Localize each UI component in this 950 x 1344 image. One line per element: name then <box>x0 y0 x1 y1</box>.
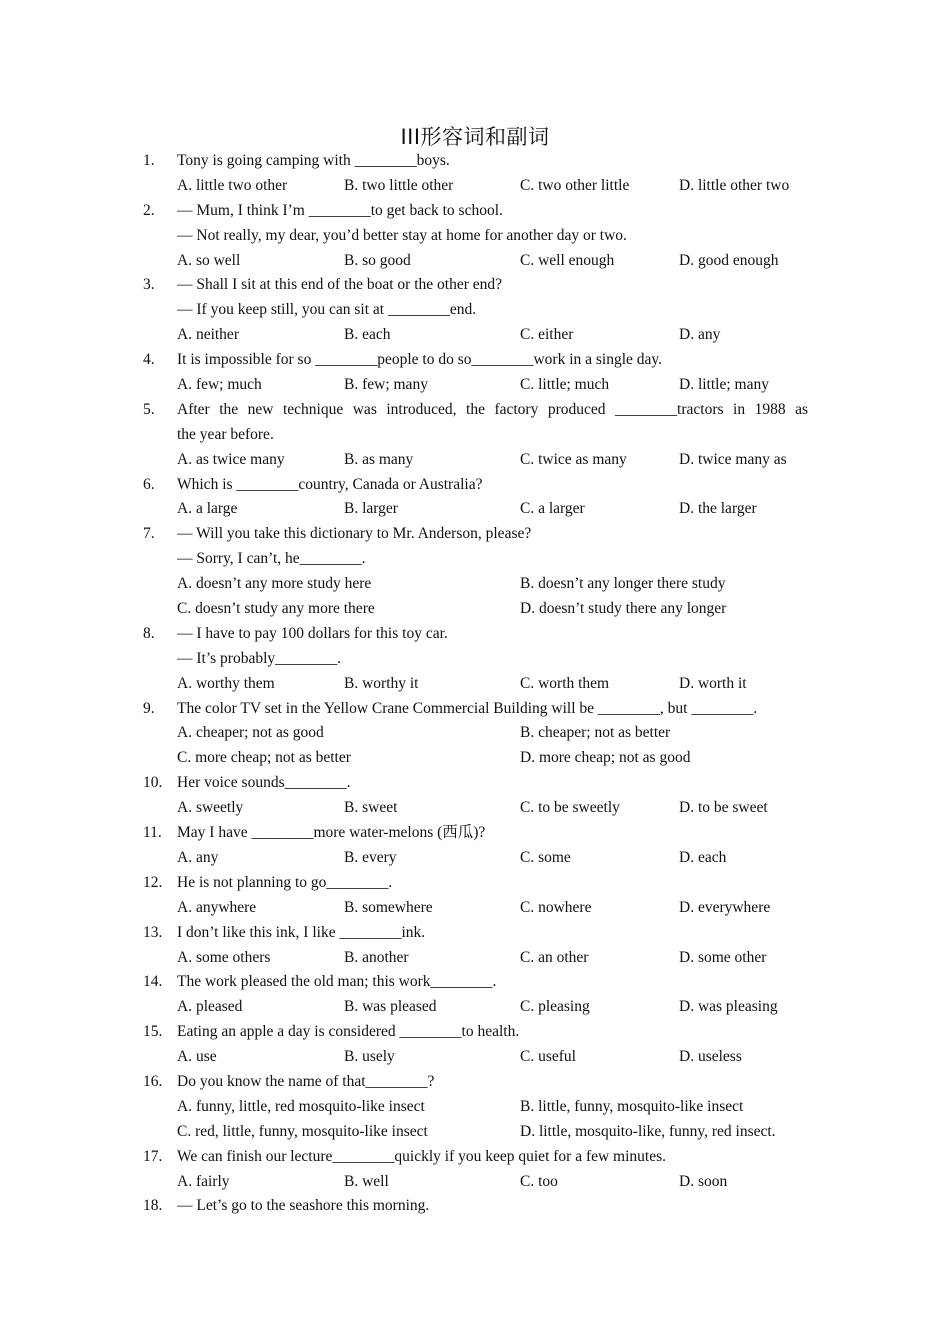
question-number: 3. <box>143 276 155 294</box>
answer-option: D. useless <box>679 1048 742 1066</box>
answer-option: B. larger <box>344 500 398 518</box>
answer-option: C. little; much <box>520 376 610 394</box>
answer-option: C. to be sweetly <box>520 799 620 817</box>
question-line <box>143 1194 808 1219</box>
question-number: 7. <box>143 525 155 543</box>
answer-option: A. any <box>177 848 219 866</box>
answer-option: A. cheaper; not as good <box>177 724 324 742</box>
question-line <box>143 821 808 846</box>
question-stem: The color TV set in the Yellow Crane Commercial Building will be ________, but ________. <box>177 699 758 717</box>
question-stem: Do you know the name of that________? <box>177 1072 435 1090</box>
question-number: 16. <box>143 1072 163 1090</box>
answer-option: C. more cheap; not as better <box>177 749 351 767</box>
question-stem: He is not planning to go________. <box>177 873 393 891</box>
question-item <box>143 473 808 523</box>
question-stem: Which is ________country, Canada or Australia? <box>177 475 483 493</box>
question-item <box>143 622 808 697</box>
question-stem: — Not really, my dear, you’d better stay at home for another day or two. <box>177 226 627 244</box>
question-number: 15. <box>143 1023 163 1041</box>
question-stem: Her voice sounds________. <box>177 774 351 792</box>
option-row <box>143 448 808 473</box>
answer-option: A. anywhere <box>177 898 257 916</box>
answer-option: D. little, mosquito-like, funny, red insect. <box>520 1122 776 1140</box>
option-row <box>143 896 808 921</box>
answer-option: D. twice many as <box>679 450 787 468</box>
answer-option: A. pleased <box>177 998 243 1016</box>
question-line <box>143 697 808 722</box>
question-line <box>143 1020 808 1045</box>
answer-option: D. worth it <box>679 674 747 692</box>
question-number: 13. <box>143 923 163 941</box>
question-number: 1. <box>143 152 155 169</box>
question-line <box>143 1145 808 1170</box>
option-row <box>143 946 808 971</box>
question-item <box>143 273 808 348</box>
answer-option: C. an other <box>520 948 589 966</box>
answer-option: D. any <box>679 326 721 344</box>
answer-option: B. somewhere <box>344 898 433 916</box>
answer-option: C. too <box>520 1172 558 1190</box>
answer-option: D. the larger <box>679 500 757 518</box>
answer-option: C. either <box>520 326 574 344</box>
question-stem: — If you keep still, you can sit at ________end. <box>177 301 477 319</box>
answer-option: D. little other two <box>679 176 790 194</box>
answer-option: A. fairly <box>177 1172 230 1190</box>
option-row <box>143 373 808 398</box>
answer-option: A. use <box>177 1048 217 1066</box>
answer-option: B. sweet <box>344 799 398 817</box>
question-line <box>143 970 808 995</box>
question-number: 6. <box>143 475 155 493</box>
question-line <box>143 522 808 547</box>
answer-option: B. every <box>344 848 397 866</box>
question-item <box>143 771 808 821</box>
option-row <box>143 721 808 746</box>
answer-option: B. was pleased <box>344 998 437 1016</box>
question-number: 8. <box>143 624 155 642</box>
answer-option: A. doesn’t any more study here <box>177 575 372 593</box>
answer-option: A. funny, little, red mosquito-like insect <box>177 1097 425 1115</box>
question-number: 9. <box>143 699 155 717</box>
answer-option: D. doesn’t study there any longer <box>520 600 727 618</box>
answer-option: D. soon <box>679 1172 728 1190</box>
answer-option: A. worthy them <box>177 674 275 692</box>
answer-option: C. well enough <box>520 251 615 269</box>
answer-option: C. worth them <box>520 674 610 692</box>
answer-option: C. pleasing <box>520 998 590 1016</box>
answer-option: B. little, funny, mosquito-like insect <box>520 1097 744 1115</box>
answer-option: D. to be sweet <box>679 799 768 817</box>
question-stem: May I have ________more water-melons (西瓜)? <box>177 824 486 842</box>
question-line <box>143 622 808 647</box>
answer-option: A. neither <box>177 326 239 344</box>
question-item <box>143 1020 808 1070</box>
question-line <box>143 298 808 323</box>
question-line <box>143 423 808 448</box>
question-line <box>143 1070 808 1095</box>
question-item <box>143 1070 808 1145</box>
question-stem: I don’t like this ink, I like ________ink. <box>177 923 426 941</box>
answer-option: B. worthy it <box>344 674 419 692</box>
question-number: 14. <box>143 973 163 991</box>
answer-option: D. was pleasing <box>679 998 778 1016</box>
answer-option: A. sweetly <box>177 799 244 817</box>
question-line <box>143 199 808 224</box>
option-row <box>143 672 808 697</box>
question-line <box>143 273 808 298</box>
question-line <box>143 871 808 896</box>
option-row <box>143 846 808 871</box>
question-stem: — Mum, I think I’m ________to get back to school. <box>177 201 503 219</box>
answer-option: C. some <box>520 848 571 866</box>
answer-option: C. nowhere <box>520 898 592 916</box>
answer-option: B. doesn’t any longer there study <box>520 575 726 593</box>
answer-option: C. doesn’t study any more there <box>177 600 375 618</box>
question-line <box>143 348 808 373</box>
question-number: 4. <box>143 351 155 369</box>
answer-option: D. each <box>679 848 727 866</box>
question-stem: Eating an apple a day is considered ________to health. <box>177 1023 520 1041</box>
option-row <box>143 174 808 199</box>
question-item <box>143 970 808 1020</box>
answer-option: B. well <box>344 1172 389 1190</box>
answer-option: B. so good <box>344 251 411 269</box>
question-stem: — Sorry, I can’t, he________. <box>177 550 366 568</box>
question-item <box>143 921 808 971</box>
option-row <box>143 1120 808 1145</box>
answer-option: C. a larger <box>520 500 585 518</box>
question-line <box>143 224 808 249</box>
question-number: 18. <box>143 1197 163 1215</box>
question-line <box>143 473 808 498</box>
question-item <box>143 522 808 622</box>
answer-option: A. some others <box>177 948 271 966</box>
option-row <box>143 995 808 1020</box>
question-stem: We can finish our lecture________quickly if you keep quiet for a few minutes. <box>177 1147 667 1165</box>
question-line <box>143 771 808 796</box>
question-item <box>143 821 808 871</box>
question-stem: the year before. <box>177 425 274 443</box>
page-title: III形容词和副词 <box>400 125 550 149</box>
question-item <box>143 1145 808 1195</box>
question-item <box>143 149 808 199</box>
question-item <box>143 871 808 921</box>
answer-option: A. few; much <box>177 376 262 394</box>
question-item <box>143 199 808 274</box>
question-number: 17. <box>143 1147 163 1165</box>
answer-option: C. two other little <box>520 176 630 194</box>
question-stem: Tony is going camping with ________boys. <box>177 152 450 169</box>
question-line <box>143 647 808 672</box>
option-row <box>143 323 808 348</box>
answer-option: D. everywhere <box>679 898 771 916</box>
answer-option: B. two little other <box>344 176 454 194</box>
question-number: 2. <box>143 201 155 219</box>
question-item <box>143 348 808 398</box>
question-line <box>143 398 808 423</box>
answer-option: A. as twice many <box>177 450 285 468</box>
answer-option: B. another <box>344 948 409 966</box>
answer-option: C. useful <box>520 1048 576 1066</box>
option-row <box>143 497 808 522</box>
question-stem: The work pleased the old man; this work________. <box>177 973 497 991</box>
question-number: 11. <box>143 824 162 842</box>
answer-option: B. usely <box>344 1048 395 1066</box>
option-row <box>143 1045 808 1070</box>
question-list <box>143 149 808 1219</box>
question-item <box>143 1194 808 1219</box>
question-stem: — Shall I sit at this end of the boat or the other end? <box>177 276 502 294</box>
answer-option: B. as many <box>344 450 414 468</box>
option-row <box>143 1095 808 1120</box>
option-row <box>143 746 808 771</box>
answer-option: D. some other <box>679 948 767 966</box>
question-number: 5. <box>143 400 155 418</box>
answer-option: C. red, little, funny, mosquito-like insect <box>177 1122 428 1140</box>
question-stem: It is impossible for so ________people to do so________work in a single day. <box>177 351 663 369</box>
option-row <box>143 1170 808 1195</box>
question-line <box>143 149 808 174</box>
answer-option: D. more cheap; not as good <box>520 749 691 767</box>
answer-option: A. so well <box>177 251 241 269</box>
option-row <box>143 249 808 274</box>
answer-option: D. good enough <box>679 251 779 269</box>
answer-option: A. a large <box>177 500 238 518</box>
question-number: 10. <box>143 774 163 792</box>
question-stem: After the new technique was introduced, the factory produced ________tractors in 1988 as <box>177 400 808 418</box>
answer-option: C. twice as many <box>520 450 627 468</box>
option-row <box>143 796 808 821</box>
answer-option: A. little two other <box>177 176 288 194</box>
answer-option: D. little; many <box>679 376 769 394</box>
question-item <box>143 697 808 772</box>
answer-option: B. each <box>344 326 391 344</box>
question-stem: — It’s probably________. <box>177 649 342 667</box>
question-item <box>143 398 808 473</box>
question-stem: — Let’s go to the seashore this morning. <box>177 1197 430 1215</box>
option-row <box>143 572 808 597</box>
question-line <box>143 921 808 946</box>
answer-option: B. few; many <box>344 376 428 394</box>
question-stem: — Will you take this dictionary to Mr. Anderson, please? <box>177 525 532 543</box>
answer-option: B. cheaper; not as better <box>520 724 671 742</box>
question-stem: — I have to pay 100 dollars for this toy car. <box>177 624 448 642</box>
question-line <box>143 547 808 572</box>
option-row <box>143 597 808 622</box>
question-number: 12. <box>143 873 163 891</box>
